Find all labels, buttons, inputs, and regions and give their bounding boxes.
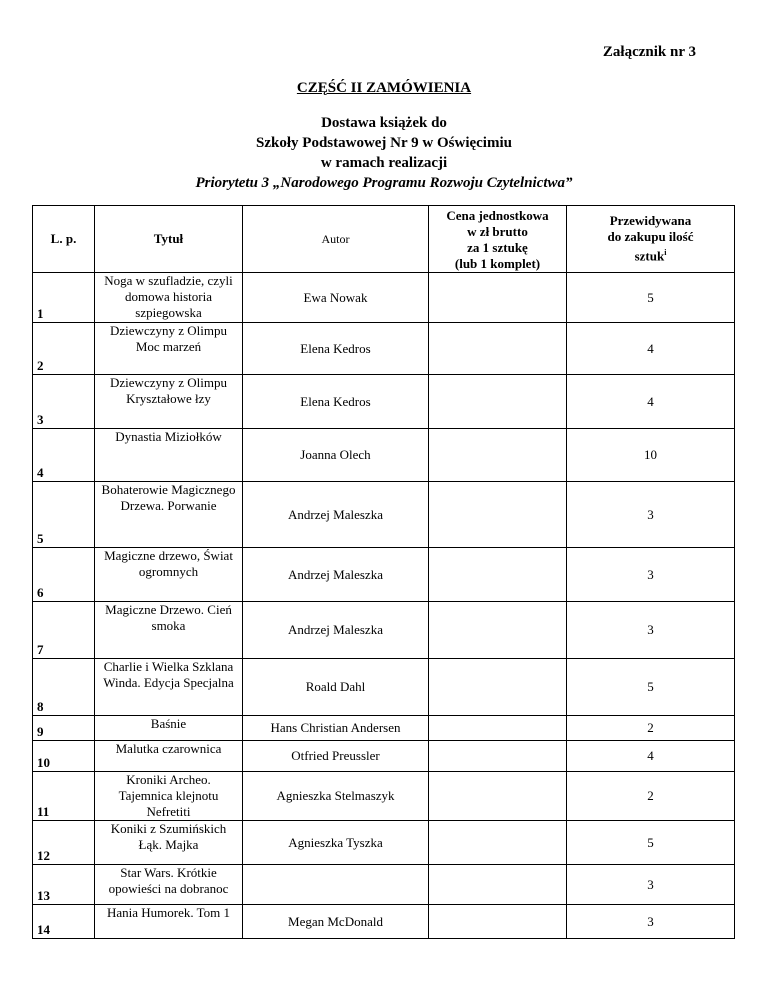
unit-price (429, 323, 567, 375)
book-title: Hania Humorek. Tom 1 (95, 905, 243, 939)
quantity: 5 (567, 273, 735, 323)
unit-price (429, 741, 567, 772)
quantity: 5 (567, 659, 735, 716)
heading-line-4: Priorytetu 3 „Narodowego Programu Rozwoju Czytelnictwa” (195, 175, 573, 191)
book-author (243, 865, 429, 905)
row-number: 3 (33, 375, 95, 429)
unit-price (429, 905, 567, 939)
book-author: Megan McDonald (243, 905, 429, 939)
heading-line-2: Szkoły Podstawowej Nr 9 w Oświęcimiu (256, 135, 512, 151)
row-number: 4 (33, 429, 95, 482)
table-row (33, 772, 735, 821)
book-title: Star Wars. Krótkie opowieści na dobranoc (95, 865, 243, 905)
table-row (33, 602, 735, 659)
row-number: 5 (33, 482, 95, 548)
unit-price (429, 273, 567, 323)
table-row (33, 905, 735, 939)
quantity: 4 (567, 375, 735, 429)
unit-price (429, 659, 567, 716)
quantity: 2 (567, 772, 735, 821)
unit-price (429, 482, 567, 548)
header-author: Autor (243, 206, 429, 273)
book-author: Andrzej Maleszka (243, 548, 429, 602)
row-number: 14 (33, 905, 95, 939)
unit-price (429, 548, 567, 602)
row-number: 9 (33, 716, 95, 741)
book-title: Charlie i Wielka Szklana Winda. Edycja Specjalna (95, 659, 243, 716)
table-header-row (33, 206, 735, 273)
book-title: Kroniki Archeo. Tajemnica klejnotu Nefretiti (95, 772, 243, 821)
unit-price (429, 772, 567, 821)
header-price: Cena jednostkowa w zł brutto za 1 sztukę (lub 1 komplet) (429, 206, 567, 273)
table-row (33, 659, 735, 716)
quantity: 2 (567, 716, 735, 741)
row-number: 6 (33, 548, 95, 602)
book-title: Dziewczyny z Olimpu Kryształowe łzy (95, 375, 243, 429)
table-row (33, 865, 735, 905)
book-author: Hans Christian Andersen (243, 716, 429, 741)
row-number: 7 (33, 602, 95, 659)
book-author: Andrzej Maleszka (243, 602, 429, 659)
unit-price (429, 602, 567, 659)
table-row (33, 323, 735, 375)
book-author: Joanna Olech (243, 429, 429, 482)
header-lp: L. p. (33, 206, 95, 273)
book-title: Dziewczyny z Olimpu Moc marzeń (95, 323, 243, 375)
row-number: 11 (33, 772, 95, 821)
unit-price (429, 865, 567, 905)
book-title: Baśnie (95, 716, 243, 741)
book-title: Noga w szufladzie, czyli domowa historia szpiegowska (95, 273, 243, 323)
book-author: Roald Dahl (243, 659, 429, 716)
book-title: Koniki z Szumińskich Łąk. Majka (95, 821, 243, 865)
row-number: 2 (33, 323, 95, 375)
quantity: 10 (567, 429, 735, 482)
book-author: Elena Kedros (243, 375, 429, 429)
table-row (33, 548, 735, 602)
book-author: Elena Kedros (243, 323, 429, 375)
annex-label: Załącznik nr 3 (602, 44, 696, 60)
book-title: Malutka czarownica (95, 741, 243, 772)
table-row (33, 273, 735, 323)
row-number: 13 (33, 865, 95, 905)
heading-line-3: w ramach realizacji (320, 155, 448, 171)
book-title: Bohaterowie Magicznego Drzewa. Porwanie (95, 482, 243, 548)
unit-price (429, 375, 567, 429)
quantity: 3 (567, 548, 735, 602)
table-row (33, 821, 735, 865)
book-author: Ewa Nowak (243, 273, 429, 323)
table-row (33, 741, 735, 772)
part-title: CZĘŚĆ II ZAMÓWIENIA (296, 80, 472, 96)
quantity: 3 (567, 865, 735, 905)
quantity: 4 (567, 741, 735, 772)
unit-price (429, 821, 567, 865)
table-row (33, 429, 735, 482)
book-author: Agnieszka Tyszka (243, 821, 429, 865)
quantity: 3 (567, 905, 735, 939)
quantity: 4 (567, 323, 735, 375)
table-row (33, 482, 735, 548)
table-row (33, 375, 735, 429)
header-title: Tytuł (95, 206, 243, 273)
row-number: 12 (33, 821, 95, 865)
document-heading (0, 113, 768, 193)
quantity: 3 (567, 602, 735, 659)
row-number: 8 (33, 659, 95, 716)
quantity: 5 (567, 821, 735, 865)
header-quantity: Przewidywana do zakupu ilość sztuk$^i$ (567, 206, 735, 273)
book-title: Magiczne drzewo, Świat ogromnych (95, 548, 243, 602)
quantity: 3 (567, 482, 735, 548)
unit-price (429, 429, 567, 482)
row-number: 10 (33, 741, 95, 772)
row-number: 1 (33, 273, 95, 323)
book-author: Andrzej Maleszka (243, 482, 429, 548)
book-author: Otfried Preussler (243, 741, 429, 772)
heading-line-1: Dostawa książek do (321, 115, 447, 131)
book-title: Dynastia Miziołków (95, 429, 243, 482)
book-author: Agnieszka Stelmaszyk (243, 772, 429, 821)
table-row (33, 716, 735, 741)
book-title: Magiczne Drzewo. Cień smoka (95, 602, 243, 659)
unit-price (429, 716, 567, 741)
order-table (32, 205, 735, 939)
